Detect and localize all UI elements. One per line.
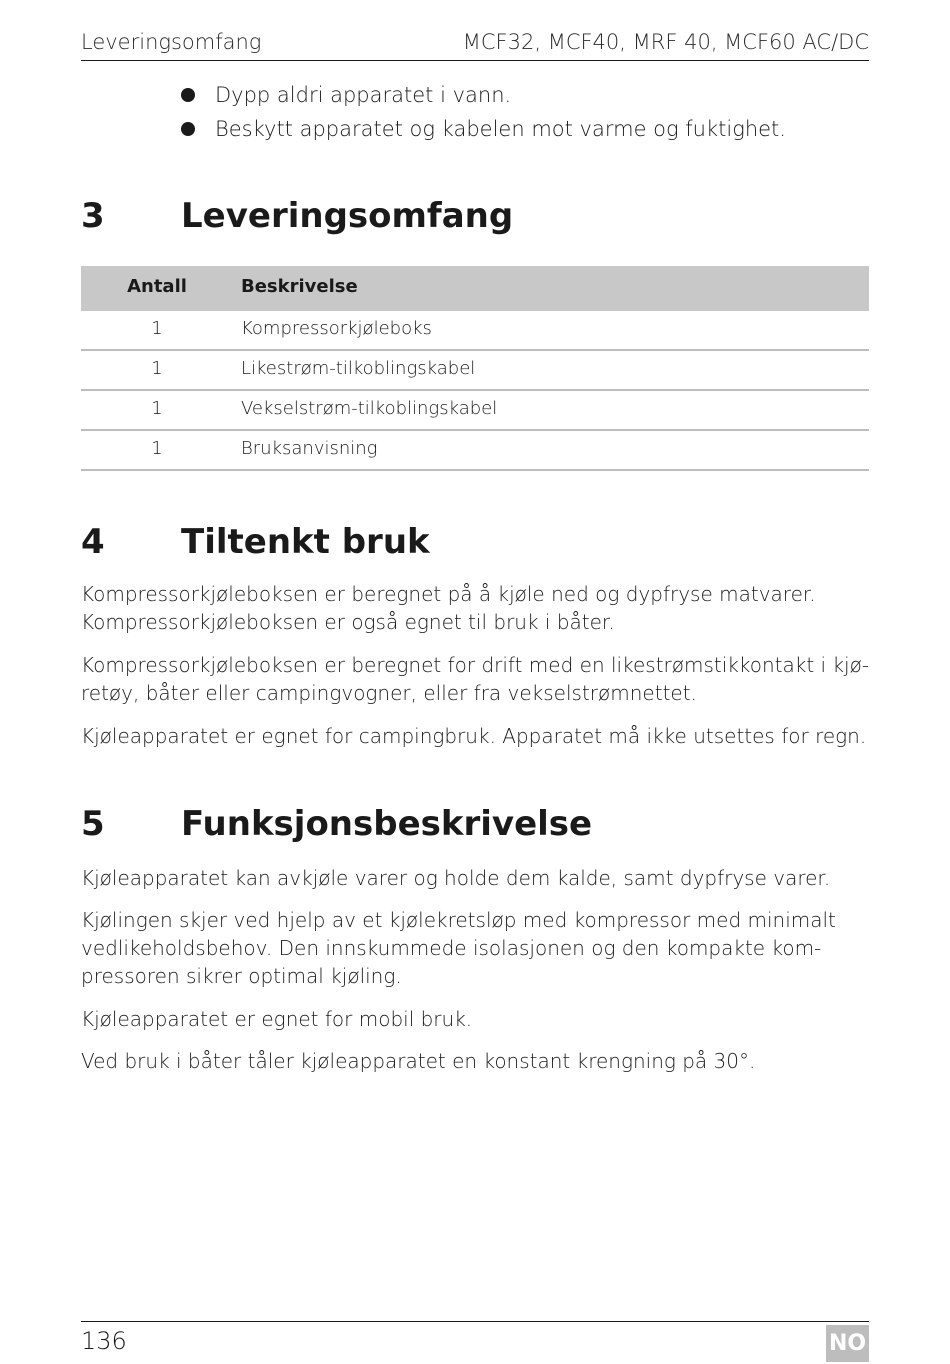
cell-quantity: 1: [151, 318, 163, 339]
column-header-quantity: Antall: [127, 276, 187, 297]
section-title: Tiltenkt bruk: [181, 522, 430, 562]
bullet-icon: [181, 122, 195, 136]
list-item: [181, 78, 786, 112]
intended-use-paragraph-3: Kjøleapparatet er egnet for campingbruk. Apparatet må ikke utsettes for regn.: [81, 724, 867, 748]
function-paragraph-3: Kjøleapparatet er egnet for mobil bruk.: [81, 1007, 473, 1031]
intended-use-paragraph-2: Kompressorkjøleboksen er beregnet for drift med en likestrømstikkontakt i kjø-retøy, båter eller campingvogner, eller fra vekselstrømnettet.: [81, 653, 870, 705]
cell-description: Likestrøm-tilkoblingskabel: [241, 358, 476, 379]
cell-quantity: 1: [151, 398, 163, 419]
cell-description: Kompressorkjøleboks: [241, 318, 432, 339]
safety-bullet-list: [181, 78, 786, 146]
list-item: [181, 112, 786, 146]
table-row: [81, 431, 869, 471]
column-header-description: Beskrivelse: [241, 276, 358, 297]
list-item-text: Dypp aldri apparatet i vann.: [215, 83, 512, 107]
cell-quantity: 1: [151, 358, 163, 379]
header-model-list: MCF32, MCF40, MRF 40, MCF60 AC/DC: [462, 30, 869, 54]
section-number: 3: [81, 196, 105, 236]
table-row: [81, 391, 869, 431]
header-section-title: Leveringsomfang: [81, 30, 262, 54]
table-row: [81, 351, 869, 391]
section-title: Funksjonsbeskrivelse: [181, 804, 593, 844]
function-paragraph-1: Kjøleapparatet kan avkjøle varer og holde dem kalde, samt dypfryse varer.: [81, 866, 831, 890]
section-number: 5: [81, 804, 105, 844]
cell-description: Bruksanvisning: [241, 438, 378, 459]
intended-use-paragraph-1: Kompressorkjøleboksen er beregnet på å kjøle ned og dypfryse matvarer. Kompressorkjøleboksen er også egnet til bruk i båter.: [81, 582, 816, 634]
language-badge: NO: [826, 1325, 869, 1362]
footer-divider: [81, 1321, 869, 1322]
table-row: [81, 311, 869, 351]
list-item-text: Beskytt apparatet og kabelen mot varme og fuktighet.: [215, 117, 786, 141]
cell-quantity: 1: [151, 438, 163, 459]
section-title: Leveringsomfang: [181, 196, 514, 236]
function-paragraph-2: Kjølingen skjer ved hjelp av et kjølekretsløp med kompressor med minimalt vedlikeholdsbehov. Den innskummede isolasjonen og den kompakte kom-pressoren sikrer optimal kjøling.: [81, 908, 836, 988]
document-page: [81, 0, 869, 1364]
table-header: [81, 266, 869, 311]
page-number: 136: [81, 1327, 127, 1355]
cell-description: Vekselstrøm-tilkoblingskabel: [241, 398, 498, 419]
delivery-scope-table: [81, 266, 869, 471]
section-number: 4: [81, 522, 105, 562]
function-paragraph-4: Ved bruk i båter tåler kjøleapparatet en konstant krengning på 30°.: [81, 1049, 756, 1073]
bullet-icon: [181, 88, 195, 102]
running-header: [81, 28, 869, 61]
